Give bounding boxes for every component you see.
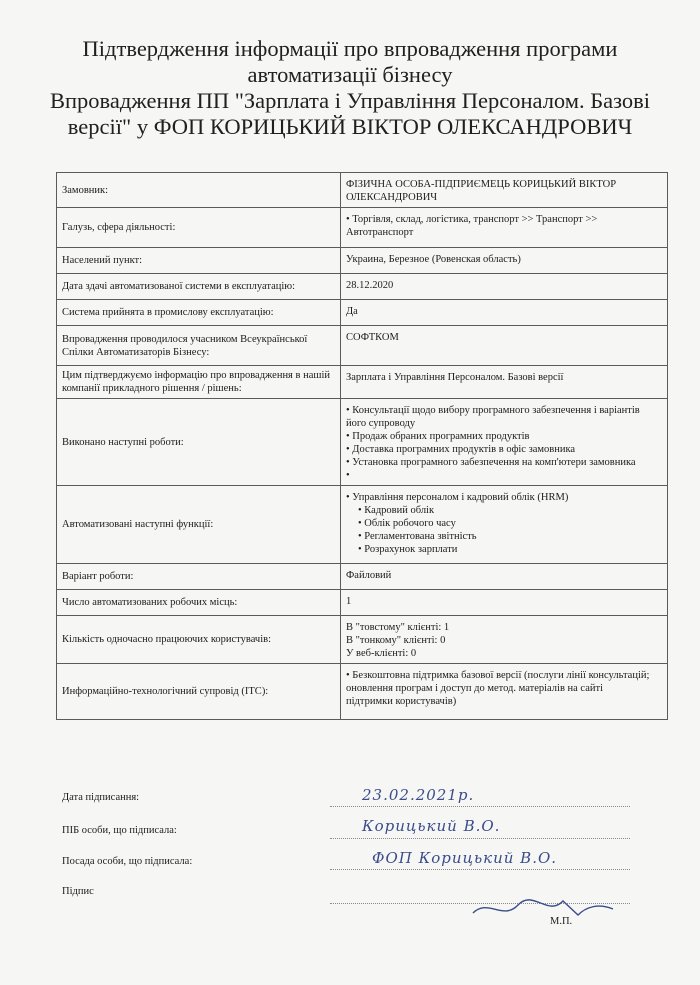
- row-value: [341, 248, 668, 274]
- row-label: Виконано наступні роботи:: [57, 399, 341, 486]
- row-label: Цим підтверджуємо інформацію про впровадження в нашій компанії прикладного рішення / рішень:: [57, 366, 341, 399]
- signature-label: Підпис: [62, 886, 94, 897]
- title-line-2: автоматизації бізнесу: [247, 62, 453, 87]
- row-value: [341, 173, 668, 208]
- row-label: Галузь, сфера діяльності:: [57, 208, 341, 248]
- row-value-line: Украина, Березное (Ровенская область): [346, 254, 521, 265]
- row-value: [341, 274, 668, 300]
- document-title: [40, 36, 660, 140]
- handwritten-signature: [468, 893, 618, 923]
- name-handwritten: Корицький В.О.: [362, 817, 501, 835]
- row-value: [341, 664, 668, 720]
- table-row: [57, 564, 668, 590]
- row-value-line: СОФТКОМ: [346, 332, 399, 343]
- row-value-line: • Установка програмного забезпечення на комп'ютери замовника: [346, 457, 636, 468]
- row-value: [341, 326, 668, 366]
- row-value-line: 1: [346, 596, 352, 607]
- row-value-line: • Регламентована звітність: [358, 531, 477, 542]
- title-line-1: Підтвердження інформації про впровадження програми: [82, 36, 618, 61]
- row-label: Замовник:: [57, 173, 341, 208]
- stamp-label: М.П.: [550, 916, 573, 927]
- title-line-3: Впровадження ПП "Зарплата і Управління Персоналом. Базові: [49, 88, 651, 113]
- row-value: [341, 564, 668, 590]
- row-label: Варіант роботи:: [57, 564, 341, 590]
- row-value-line: • Облік робочого часу: [358, 518, 456, 529]
- row-value: [341, 616, 668, 664]
- row-value-line: • Торгівля, склад, логістика, транспорт >> Транспорт >>: [346, 214, 598, 225]
- table-row: [57, 208, 668, 248]
- row-label: Дата здачі автоматизованої системи в експлуатацію:: [57, 274, 341, 300]
- table-row: [57, 590, 668, 616]
- row-value-line: Зарплата і Управління Персоналом. Базові версії: [346, 372, 564, 383]
- row-value-line: • Управління персоналом і кадровий облік (HRM): [346, 492, 569, 503]
- row-value-line: підтримки користувачів): [346, 696, 457, 707]
- row-value-line: У веб-клієнті: 0: [346, 648, 417, 659]
- row-value-line: ФІЗИЧНА ОСОБА-ПІДПРИЄМЕЦЬ КОРИЦЬКИЙ ВІКТОР: [346, 179, 617, 190]
- table-row: [57, 616, 668, 664]
- row-value-line: Файловий: [346, 570, 392, 581]
- row-value-line: • Консультації щодо вибору програмного забезпечення і варіантів: [346, 405, 640, 416]
- row-value-line: його супроводу: [346, 418, 416, 429]
- row-label: Информаційно-технологічний супровід (ІТС):: [57, 664, 341, 720]
- date-label: Дата підписання:: [62, 792, 140, 803]
- row-value-line: Да: [346, 306, 358, 317]
- row-value: [341, 208, 668, 248]
- row-value-line: • Безкоштовна підтримка базової версії (послуги лінії консультацій;: [346, 670, 650, 681]
- position-handwritten: ФОП Корицький В.О.: [372, 849, 558, 867]
- info-table: [56, 172, 668, 720]
- date-line: [330, 806, 630, 807]
- row-label: Впровадження проводилося учасником Всеукраїнської Спілки Автоматизаторів Бізнесу:: [57, 326, 341, 366]
- table-row: [57, 300, 668, 326]
- table-row: [57, 274, 668, 300]
- row-label: Число автоматизованих робочих місць:: [57, 590, 341, 616]
- row-value-line: В "тонкому" клієнті: 0: [346, 635, 446, 646]
- row-value: [341, 300, 668, 326]
- table-row: [57, 173, 668, 208]
- row-value-line: Автотранспорт: [346, 227, 414, 238]
- row-value-line: оновлення програм і доступ до метод. матеріалів на сайті: [346, 683, 603, 694]
- row-value: [341, 486, 668, 564]
- row-value-line: • Доставка програмних продуктів в офіс замовника: [346, 444, 576, 455]
- row-value-line: • Продаж обраних програмних продуктів: [346, 431, 530, 442]
- row-label: Система прийнята в промислову експлуатацію:: [57, 300, 341, 326]
- table-row: [57, 326, 668, 366]
- row-value: [341, 590, 668, 616]
- position-label: Посада особи, що підписала:: [62, 856, 193, 867]
- name-label: ПІБ особи, що підписала:: [62, 825, 177, 836]
- name-line: [330, 838, 630, 839]
- table-row: [57, 664, 668, 720]
- row-value-line: ОЛЕКСАНДРОВИЧ: [346, 192, 438, 203]
- position-line: [330, 869, 630, 870]
- row-value-line: 28.12.2020: [346, 280, 394, 291]
- row-value: [341, 399, 668, 486]
- row-label: Населений пункт:: [57, 248, 341, 274]
- row-label: Кількість одночасно працюючих користувачів:: [57, 616, 341, 664]
- table-row: [57, 399, 668, 486]
- table-row: [57, 366, 668, 399]
- row-value-line: В "товстому" клієнті: 1: [346, 622, 450, 633]
- row-value-line: • Кадровий облік: [358, 505, 435, 516]
- date-handwritten: 23.02.2021р.: [362, 786, 475, 804]
- row-label: Автоматизовані наступні функції:: [57, 486, 341, 564]
- table-row: [57, 486, 668, 564]
- table-row: [57, 248, 668, 274]
- row-value: [341, 366, 668, 399]
- row-value-line: • Розрахунок зарплати: [358, 544, 458, 555]
- row-value-line: •: [346, 470, 350, 481]
- title-line-4: версії" у ФОП КОРИЦЬКИЙ ВІКТОР ОЛЕКСАНДРОВИЧ: [67, 114, 633, 139]
